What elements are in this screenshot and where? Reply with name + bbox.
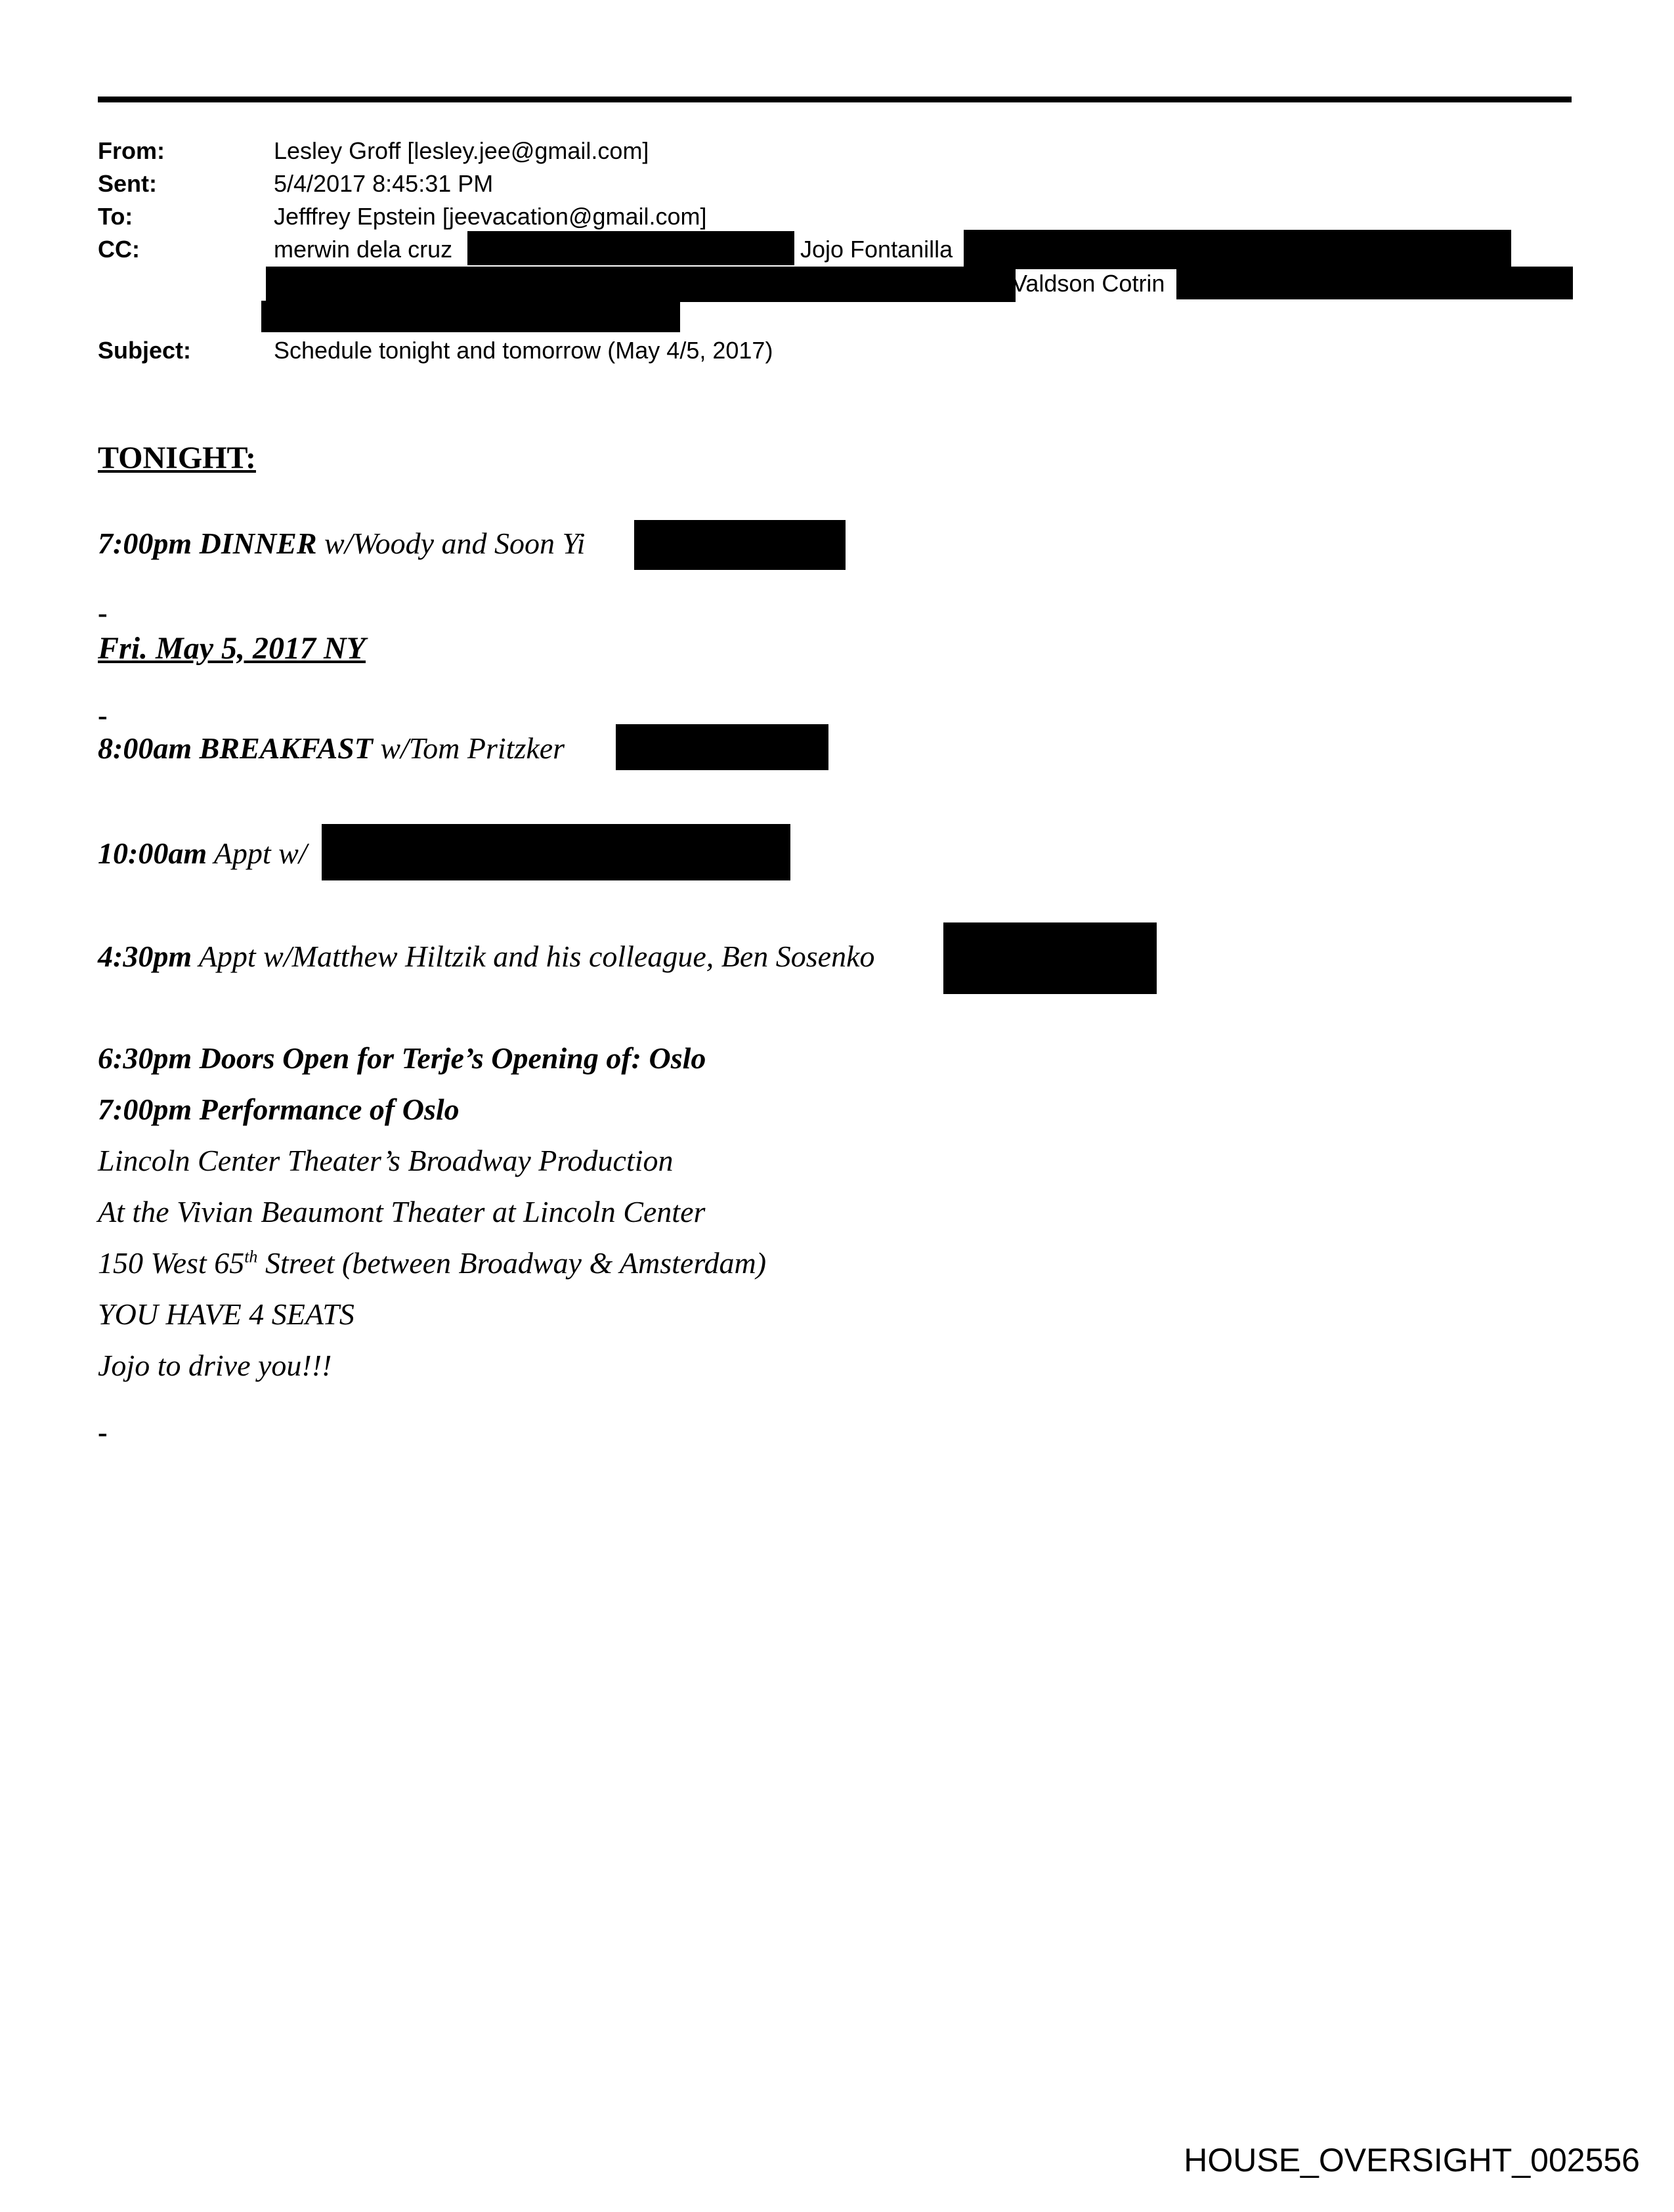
redaction-block: [266, 267, 1016, 302]
tonight-heading: TONIGHT:: [98, 441, 256, 475]
cc-name-jojo: Jojo Fontanilla: [800, 236, 953, 263]
separator-dash: -: [98, 699, 108, 731]
redaction-block: [1176, 267, 1573, 299]
appt1-time: 10:00am: [98, 836, 207, 870]
appt1-details: Appt w/: [207, 836, 307, 870]
redaction-block: [616, 724, 828, 770]
address-ordinal: th: [244, 1247, 258, 1267]
cc-name-merwin: merwin dela cruz: [274, 236, 453, 263]
header-rule: [98, 97, 1572, 102]
from-label: From:: [98, 137, 165, 164]
cc-name-valdson: Valdson Cotrin: [1012, 270, 1165, 297]
redaction-block: [322, 824, 790, 880]
venue-line: Lincoln Center Theater’s Broadway Production: [98, 1144, 674, 1177]
seats-line: YOU HAVE 4 SEATS: [98, 1297, 354, 1331]
address-line: [98, 1245, 766, 1282]
breakfast-details: w/Tom Pritzker: [372, 731, 565, 765]
address-start: 150 West 65: [98, 1246, 245, 1280]
friday-heading: Fri. May 5, 2017 NY: [98, 631, 366, 666]
address-rest: Street (between Broadway & Amsterdam): [257, 1246, 767, 1280]
separator-dash: -: [98, 597, 108, 629]
venue-location-line: At the Vivian Beaumont Theater at Lincoln Center: [98, 1195, 706, 1228]
redaction-block: [964, 230, 1511, 269]
driver-line: Jojo to drive you!!!: [98, 1349, 332, 1382]
appt2-line: [98, 938, 875, 975]
sent-value: 5/4/2017 8:45:31 PM: [274, 170, 494, 197]
dinner-line: [98, 525, 585, 562]
redaction-block: [261, 301, 680, 332]
redaction-block: [634, 520, 846, 570]
appt2-details: Appt w/Matthew Hiltzik and his colleague, Ben Sosenko: [192, 940, 875, 973]
breakfast-line: [98, 730, 565, 767]
bates-number: HOUSE_OVERSIGHT_002556: [1184, 2142, 1640, 2179]
performance-line: 7:00pm Performance of Oslo: [98, 1093, 460, 1126]
appt1-line: [98, 835, 307, 872]
to-label: To:: [98, 203, 133, 230]
breakfast-time: 8:00am BREAKFAST: [98, 731, 373, 765]
redaction-block: [467, 231, 794, 265]
dinner-details: w/Woody and Soon Yi: [316, 527, 586, 560]
sent-label: Sent:: [98, 170, 157, 197]
subject-value: Schedule tonight and tomorrow (May 4/5, 2017): [274, 337, 773, 364]
redaction-block: [943, 922, 1157, 994]
dinner-time: 7:00pm DINNER: [98, 527, 317, 560]
appt2-time: 4:30pm: [98, 940, 192, 973]
separator-dash: -: [98, 1416, 108, 1448]
from-value: Lesley Groff [lesley.jee@gmail.com]: [274, 137, 649, 164]
cc-label: CC:: [98, 236, 140, 263]
doors-open-line: 6:30pm Doors Open for Terje’s Opening of: Oslo: [98, 1041, 706, 1075]
subject-label: Subject:: [98, 337, 192, 364]
to-value: Jefffrey Epstein [jeevacation@gmail.com]: [274, 203, 707, 230]
